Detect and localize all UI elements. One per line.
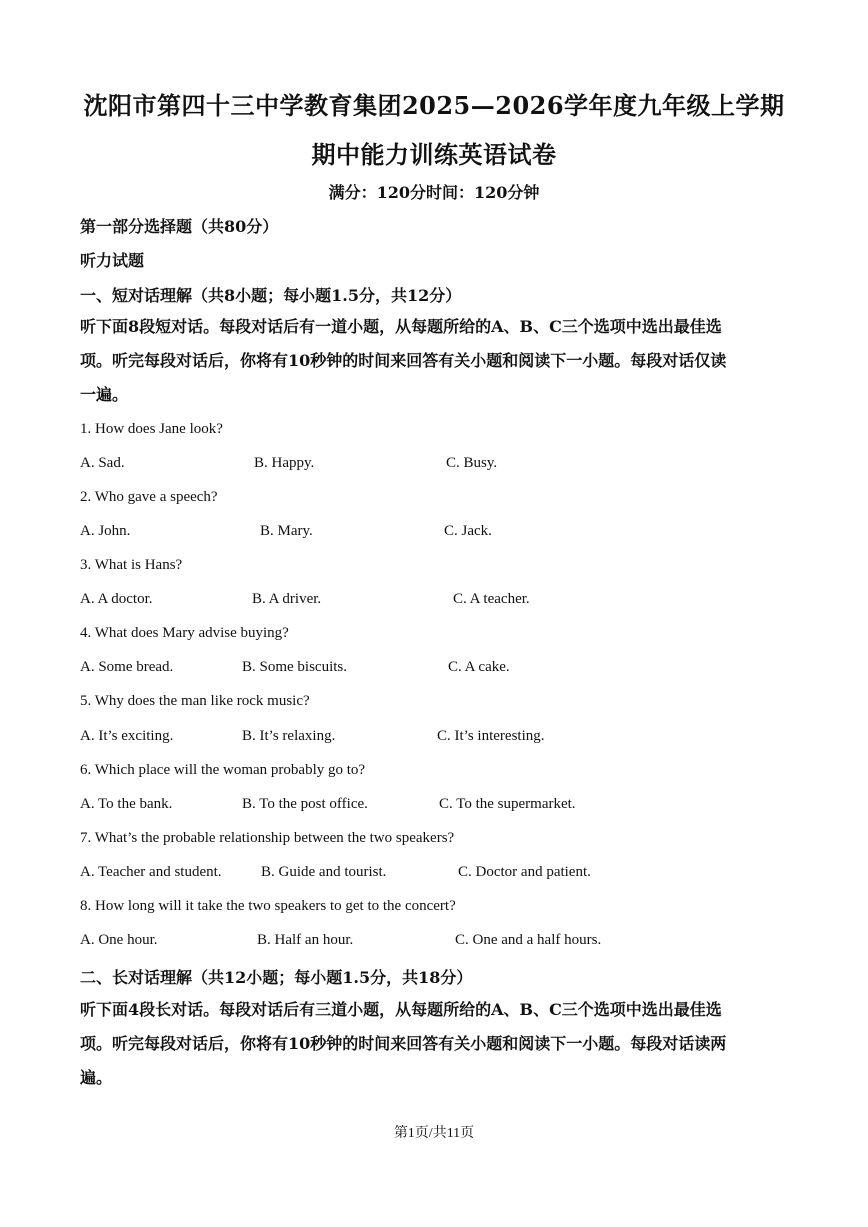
page-footer: 第1页/共11页 xyxy=(393,1126,475,1141)
question-8: 8. How long will it take the two speakers to get to the concert? xyxy=(80,898,456,914)
q7-option-b: B. Guide and tourist. xyxy=(261,864,387,880)
question-2: 2. Who gave a speech? xyxy=(80,489,218,505)
q4-option-a: A. Some bread. xyxy=(80,659,174,675)
instruction-line: 项。听完每段对话后，你将有10秒钟的时间来回答有关小题和阅读下一小题。每段对话仅读 xyxy=(80,351,727,370)
section1-instructions xyxy=(80,310,792,412)
instruction-line: 听下面4段长对话。每段对话后有三道小题，从每题所给的A、B、C三个选项中选出最佳选 xyxy=(80,1000,722,1019)
q8-option-b: B. Half an hour. xyxy=(257,932,354,948)
q3-option-a: A. A doctor. xyxy=(80,591,153,607)
exam-title-line1: 沈阳市第四十三中学教育集团2025—2026学年度九年级上学期 xyxy=(83,91,785,120)
q5-option-c: C. It’s interesting. xyxy=(437,728,545,744)
q2-option-a: A. John. xyxy=(80,523,131,539)
q4-option-b: B. Some biscuits. xyxy=(242,659,348,675)
q8-option-c: C. One and a half hours. xyxy=(455,932,602,948)
q3-option-b: B. A driver. xyxy=(252,591,322,607)
q1-option-b: B. Happy. xyxy=(254,455,315,471)
q4-option-c: C. A cake. xyxy=(448,659,510,675)
section2-instructions xyxy=(80,993,792,1095)
q6-option-a: A. To the bank. xyxy=(80,796,173,812)
question-3: 3. What is Hans? xyxy=(80,557,183,573)
q3-option-c: C. A teacher. xyxy=(453,591,530,607)
question-5: 5. Why does the man like rock music? xyxy=(80,693,310,709)
score-time-info: 满分：120分时间：120分钟 xyxy=(328,183,540,202)
q1-option-a: A. Sad. xyxy=(80,455,125,471)
q1-option-c: C. Busy. xyxy=(446,455,498,471)
q5-option-b: B. It’s relaxing. xyxy=(242,728,336,744)
section2-heading: 二、长对话理解（共12小题；每小题1.5分，共18分） xyxy=(80,968,473,987)
q7-option-a: A. Teacher and student. xyxy=(80,864,222,880)
question-6: 6. Which place will the woman probably go to? xyxy=(80,762,366,778)
listening-heading: 听力试题 xyxy=(80,251,145,270)
instruction-line: 项。听完每段对话后，你将有10秒钟的时间来回答有关小题和阅读下一小题。每段对话读两 xyxy=(80,1034,727,1053)
q6-option-b: B. To the post office. xyxy=(242,796,368,812)
q7-option-c: C. Doctor and patient. xyxy=(458,864,591,880)
question-1: 1. How does Jane look? xyxy=(80,421,223,437)
instruction-line: 遍。 xyxy=(80,1068,113,1087)
instruction-line: 一遍。 xyxy=(80,385,129,404)
q2-option-b: B. Mary. xyxy=(260,523,313,539)
q2-option-c: C. Jack. xyxy=(444,523,492,539)
q6-option-c: C. To the supermarket. xyxy=(439,796,576,812)
q8-option-a: A. One hour. xyxy=(80,932,158,948)
exam-title-line2: 期中能力训练英语试卷 xyxy=(311,140,557,169)
section1-heading: 一、短对话理解（共8小题；每小题1.5分，共12分） xyxy=(80,286,462,305)
instruction-line: 听下面8段短对话。每段对话后有一道小题，从每题所给的A、B、C三个选项中选出最佳选 xyxy=(80,317,722,336)
question-7: 7. What’s the probable relationship between the two speakers? xyxy=(80,830,455,846)
part1-heading: 第一部分选择题（共80分） xyxy=(80,217,279,236)
question-4: 4. What does Mary advise buying? xyxy=(80,625,289,641)
q5-option-a: A. It’s exciting. xyxy=(80,728,174,744)
